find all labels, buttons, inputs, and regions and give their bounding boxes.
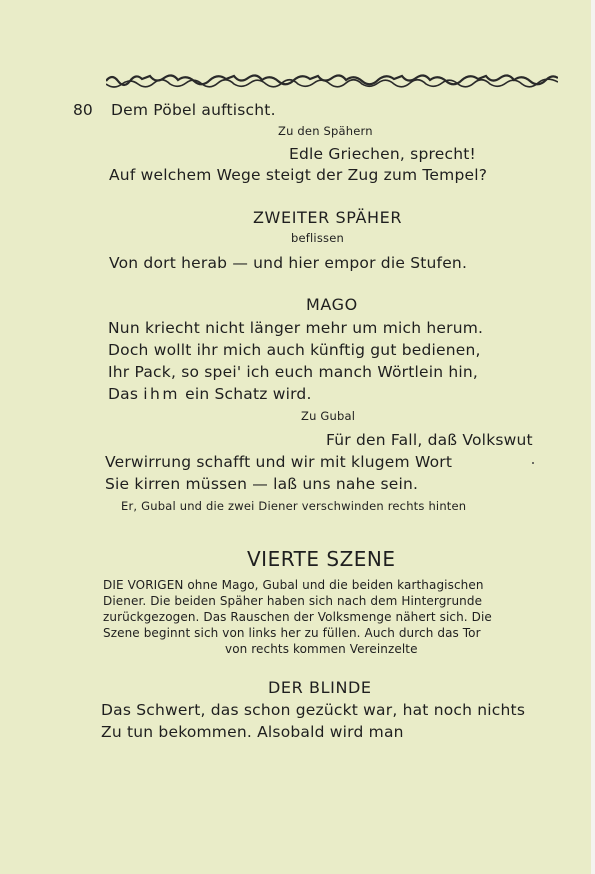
speaker-name: MAGO [306,295,358,314]
verse-line: Das Schwert, das schon gezückt war, hat noch nichts [101,701,526,719]
verse-line: Verwirrung schafft und wir mit klugem Wort [105,453,453,471]
verse-line: Doch wollt ihr mich auch künftig gut bedienen, [108,341,481,359]
scene-heading: VIERTE SZENE [247,547,396,571]
verse-line: Ihr Pack, so spei' ich euch manch Wörtlein hin, [108,363,479,381]
speaker-name: DER BLINDE [268,678,372,697]
page-edge [591,0,595,874]
speaker-name: ZWEITER SPÄHER [253,208,403,227]
emphasized-word: ihm [143,385,180,403]
stage-direction: Er, Gubal und die zwei Diener verschwinden rechts hinten [121,499,467,513]
verse-line: Auf welchem Wege steigt der Zug zum Tempel? [109,166,488,184]
print-speck [532,462,534,464]
stage-direction: Zu den Spähern [278,124,373,138]
line-number: 80 [73,101,93,119]
scene-description: zurückgezogen. Das Rauschen der Volksmenge nähert sich. Die [103,610,492,624]
verse-line: Von dort herab — und hier empor die Stufen. [109,254,468,272]
scene-description: DIE VORIGEN ohne Mago, Gubal und die beiden karthagischen [103,578,484,592]
verse-line: Nun kriecht nicht länger mehr um mich herum. [108,319,484,337]
verse-line: Für den Fall, daß Volkswut [326,431,533,449]
scene-description: von rechts kommen Vereinzelte [225,642,418,656]
stage-direction: beflissen [291,231,344,245]
scene-description: Diener. Die beiden Späher haben sich nach dem Hintergrunde [103,594,483,608]
decorative-border-ornament [106,70,558,92]
verse-line: Zu tun bekommen. Alsobald wird man [101,723,404,741]
stage-direction: Zu Gubal [301,409,356,423]
verse-line: Edle Griechen, sprecht! [289,145,476,163]
verse-line: Sie kirren müssen — laß uns nahe sein. [105,475,419,493]
scene-description: Szene beginnt sich von links her zu füllen. Auch durch das Tor [103,626,481,640]
verse-line: Dem Pöbel auftischt. [111,101,276,119]
verse-line: Das ihm ein Schatz wird. [108,385,312,403]
